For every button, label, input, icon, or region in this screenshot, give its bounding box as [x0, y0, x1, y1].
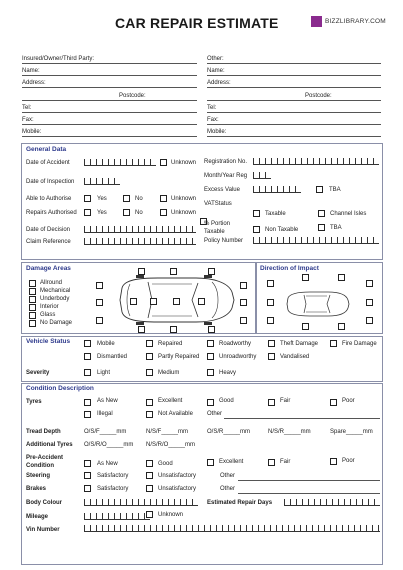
date-of-inspection-field[interactable] [84, 178, 120, 185]
tread-nsr-label: N/S/R_____mm [268, 429, 311, 435]
pre-accident-label: Pre-Accident [26, 455, 64, 461]
tyres-not-available-checkbox[interactable] [146, 411, 153, 418]
damage-mechanical-label: Mechanical [40, 288, 71, 294]
tyres-other-label: Other [207, 411, 223, 417]
severity-light-label: Light [97, 370, 111, 376]
area-left-checkbox[interactable] [96, 299, 103, 306]
date-of-inspection-label: Date of Inspection [26, 179, 75, 185]
vehicle-status-heading: Vehicle Status [26, 338, 71, 345]
tyres-fair-label: Fair [280, 398, 291, 404]
mileage-unknown-checkbox[interactable] [146, 511, 153, 518]
area-center-4-checkbox[interactable] [198, 298, 205, 305]
repairs-authorised-label: Repairs Authorised [26, 210, 77, 216]
pre-poor-label: Poor [342, 458, 355, 464]
impact-right-checkbox[interactable] [366, 299, 373, 306]
body-colour-label: Body Colour [26, 500, 62, 506]
vin-number-label: Vin Number [26, 527, 60, 533]
damage-allround-label: Allround [40, 280, 63, 286]
claim-reference-field[interactable] [84, 238, 196, 245]
area-bottom-3-checkbox[interactable] [208, 326, 215, 333]
repairs-no-checkbox[interactable] [123, 209, 130, 216]
damage-underbody-label: Underbody [40, 296, 70, 302]
mileage-field[interactable] [84, 513, 150, 520]
vat-status-label: VATStatus [204, 201, 232, 207]
status-partly-repaired-label: Partly Repaired [158, 354, 200, 360]
brakes-unsatisfactory-label: Unsatisfactory [158, 486, 197, 492]
excess-value-label: Excess Value [204, 187, 240, 193]
tyres-excellent-label: Excellent [158, 398, 183, 404]
repairs-yes-checkbox[interactable] [84, 209, 91, 216]
month-year-reg-field[interactable] [253, 172, 271, 179]
fax-line[interactable] [22, 124, 197, 125]
estimated-repair-days-label: Estimated Repair Days [207, 500, 273, 506]
vat-channel-isles-label: Channel Isles [330, 211, 367, 217]
tel-label: Tel: [22, 105, 32, 111]
other-fax-label: Fax: [207, 117, 219, 123]
excess-value-field[interactable] [253, 186, 301, 193]
damage-interior-checkbox[interactable] [29, 304, 36, 311]
additional-nsrio-label: N/S/R/O_____mm [146, 442, 196, 448]
policy-number-field[interactable] [253, 237, 379, 244]
damage-no-damage-checkbox[interactable] [29, 320, 36, 327]
policy-number-label: Policy Number [204, 238, 244, 244]
mileage-label: Mileage [26, 514, 49, 520]
able-yes-checkbox[interactable] [84, 195, 91, 202]
other-mobile-line[interactable] [207, 136, 381, 137]
area-center-1-checkbox[interactable] [130, 298, 137, 305]
vat-taxable-checkbox[interactable] [253, 210, 260, 217]
other-name-label: Name: [207, 68, 225, 74]
vat-portion-taxable-label: Taxable [204, 229, 225, 235]
other-label: Other: [207, 56, 224, 62]
other-address-line[interactable] [207, 87, 381, 88]
vat-non-taxable-checkbox[interactable] [253, 226, 260, 233]
mobile-label: Mobile: [22, 129, 42, 135]
impact-left-checkbox[interactable] [267, 299, 274, 306]
brakes-satisfactory-checkbox[interactable] [84, 485, 91, 492]
postcode-line[interactable] [22, 100, 197, 101]
pre-excellent-label: Excellent [219, 459, 244, 465]
able-unknown-checkbox[interactable] [160, 195, 167, 202]
steering-satisfactory-label: Satisfactory [97, 473, 129, 479]
severity-heavy-checkbox[interactable] [207, 369, 214, 376]
other-tel-label: Tel: [207, 105, 217, 111]
excess-tba-label: TBA [329, 187, 341, 193]
damage-no-damage-label: No Damage [40, 320, 73, 326]
other-tel-line[interactable] [207, 112, 381, 113]
status-theft-damage-label: Theft Damage [280, 341, 319, 347]
vat-channel-isles-checkbox[interactable] [318, 210, 325, 217]
status-unroadworthy-checkbox[interactable] [207, 353, 214, 360]
general-data-heading: General Data [26, 146, 67, 153]
able-no-checkbox[interactable] [123, 195, 130, 202]
status-unroadworthy-label: Unroadworthy [219, 354, 257, 360]
pre-poor-checkbox[interactable] [330, 458, 337, 465]
address-label: Address: [22, 80, 46, 86]
steering-other-label: Other [220, 473, 236, 479]
severity-light-checkbox[interactable] [84, 369, 91, 376]
additional-tyres-label: Additional Tyres [26, 442, 73, 448]
damage-allround-checkbox[interactable] [29, 280, 36, 287]
name-label: Name: [22, 68, 40, 74]
registration-no-field[interactable] [253, 158, 379, 165]
impact-rear-left-checkbox[interactable] [267, 317, 274, 324]
steering-unsatisfactory-checkbox[interactable] [146, 472, 153, 479]
impact-car-icon [282, 290, 352, 318]
damage-interior-label: Interior [40, 304, 59, 310]
area-rear-left-checkbox[interactable] [96, 317, 103, 324]
address-line[interactable] [22, 87, 197, 88]
tread-nsf-label: N/S/F_____mm [146, 429, 189, 435]
accident-unknown-label: Unknown [171, 160, 197, 166]
tyres-poor-label: Poor [342, 398, 355, 404]
pre-as-new-label: As New [97, 461, 118, 467]
status-theft-damage-checkbox[interactable] [268, 340, 275, 347]
brand-name: BIZZLIBRARY.COM [325, 18, 386, 25]
condition-heading: Condition Description [26, 385, 94, 392]
status-roadworthy-checkbox[interactable] [207, 340, 214, 347]
status-vandalised-checkbox[interactable] [268, 353, 275, 360]
status-partly-repaired-checkbox[interactable] [146, 353, 153, 360]
pre-fair-label: Fair [280, 459, 291, 465]
insured-line[interactable] [22, 63, 197, 64]
vat-taxable-label: Taxable [265, 211, 286, 217]
other-name-line[interactable] [207, 75, 381, 76]
area-top-3-checkbox[interactable] [208, 268, 215, 275]
mileage-unknown-label: Unknown [158, 512, 184, 518]
pre-accident-condition-label: Condition [26, 463, 54, 469]
other-postcode-line[interactable] [207, 100, 381, 101]
date-of-decision-field[interactable] [84, 226, 196, 233]
area-right-checkbox[interactable] [240, 299, 247, 306]
vin-number-field[interactable] [84, 525, 380, 532]
tread-depth-label: Tread Depth [26, 429, 61, 435]
other-postcode-label: Postcode: [305, 93, 332, 99]
severity-medium-label: Medium [158, 370, 180, 376]
damage-underbody-checkbox[interactable] [29, 296, 36, 303]
status-fire-damage-label: Fire Damage [342, 341, 377, 347]
month-year-reg-label: Month/Year Reg [204, 173, 248, 179]
mobile-line[interactable] [22, 136, 197, 137]
status-repaired-label: Repaired [158, 341, 183, 347]
repairs-no-label: No [135, 210, 143, 216]
tread-osr-label: O/S/R_____mm [207, 429, 251, 435]
vat-non-taxable-label: Non Taxable [265, 227, 299, 233]
tyres-as-new-checkbox[interactable] [84, 399, 91, 406]
other-fax-line[interactable] [207, 124, 381, 125]
severity-medium-checkbox[interactable] [146, 369, 153, 376]
able-unknown-label: Unknown [171, 196, 197, 202]
name-line[interactable] [22, 75, 197, 76]
tyres-excellent-checkbox[interactable] [146, 399, 153, 406]
status-dismantled-label: Dismantled [97, 354, 128, 360]
fax-label: Fax: [22, 117, 34, 123]
tread-spare-label: Spare_____mm [330, 429, 373, 435]
excess-tba-checkbox[interactable] [316, 186, 323, 193]
tyres-good-checkbox[interactable] [207, 399, 214, 406]
tyres-as-new-label: As New [97, 398, 118, 404]
brakes-other-label: Other [220, 486, 236, 492]
steering-label: Steering [26, 473, 51, 479]
pre-good-label: Good [158, 461, 173, 467]
area-center-3-checkbox[interactable] [173, 298, 180, 305]
impact-top-left-checkbox[interactable] [302, 274, 309, 281]
brakes-label: Brakes [26, 486, 47, 492]
tyres-fair-checkbox[interactable] [268, 399, 275, 406]
registration-no-label: Registration No. [204, 159, 248, 165]
steering-unsatisfactory-label: Unsatisfactory [158, 473, 197, 479]
able-yes-label: Yes [97, 196, 107, 202]
page-title: CAR REPAIR ESTIMATE [115, 15, 279, 31]
impact-top-right-checkbox[interactable] [338, 274, 345, 281]
damage-glass-checkbox[interactable] [29, 312, 36, 319]
able-no-label: No [135, 196, 143, 202]
area-top-1-checkbox[interactable] [138, 268, 145, 275]
area-center-2-checkbox[interactable] [150, 298, 157, 305]
pre-excellent-checkbox[interactable] [207, 459, 214, 466]
brand-logo-icon [311, 16, 322, 27]
brakes-unsatisfactory-checkbox[interactable] [146, 485, 153, 492]
brakes-other-line[interactable] [238, 493, 380, 494]
vat-portion-label: % Portion [204, 221, 231, 227]
impact-bottom-right-checkbox[interactable] [338, 323, 345, 330]
insured-label: Insured/Owner/Third Party: [22, 56, 95, 62]
accident-unknown-checkbox[interactable] [160, 159, 167, 166]
tread-osf-label: O/S/F_____mm [84, 429, 127, 435]
tyres-poor-checkbox[interactable] [330, 399, 337, 406]
area-front-right-checkbox[interactable] [240, 282, 247, 289]
status-roadworthy-label: Roadworthy [219, 341, 252, 347]
repairs-unknown-checkbox[interactable] [160, 209, 167, 216]
impact-rear-right-checkbox[interactable] [366, 317, 373, 324]
steering-satisfactory-checkbox[interactable] [84, 472, 91, 479]
additional-osrio-label: O/S/R/O_____mm [84, 442, 134, 448]
vehicle-status-section [21, 336, 383, 382]
brakes-satisfactory-label: Satisfactory [97, 486, 129, 492]
other-address-label: Address: [207, 80, 231, 86]
area-top-2-checkbox[interactable] [170, 268, 177, 275]
tyres-label: Tyres [26, 399, 42, 405]
status-repaired-checkbox[interactable] [146, 340, 153, 347]
impact-bottom-left-checkbox[interactable] [302, 323, 309, 330]
repairs-unknown-label: Unknown [171, 210, 197, 216]
able-to-authorise-label: Able to Authorise [26, 196, 72, 202]
tyres-not-available-label: Not Available [158, 411, 193, 417]
area-front-left-checkbox[interactable] [96, 282, 103, 289]
body-colour-field[interactable] [84, 499, 198, 506]
status-fire-damage-checkbox[interactable] [330, 340, 337, 347]
claim-reference-label: Claim Reference [26, 239, 71, 245]
condition-section [21, 383, 383, 565]
direction-of-impact-heading: Direction of Impact [260, 265, 319, 272]
area-bottom-1-checkbox[interactable] [138, 326, 145, 333]
tyres-other-line[interactable] [224, 418, 380, 419]
other-line[interactable] [207, 63, 381, 64]
impact-front-right-checkbox[interactable] [366, 280, 373, 287]
steering-other-line[interactable] [238, 480, 380, 481]
area-bottom-2-checkbox[interactable] [170, 326, 177, 333]
repairs-yes-label: Yes [97, 210, 107, 216]
damage-glass-label: Glass [40, 312, 56, 318]
postcode-label: Postcode: [119, 93, 146, 99]
tyres-illegal-checkbox[interactable] [84, 411, 91, 418]
impact-front-left-checkbox[interactable] [267, 280, 274, 287]
tyres-good-label: Good [219, 398, 234, 404]
damage-mechanical-checkbox[interactable] [29, 288, 36, 295]
status-mobile-checkbox[interactable] [84, 340, 91, 347]
status-dismantled-checkbox[interactable] [84, 353, 91, 360]
other-mobile-label: Mobile: [207, 129, 227, 135]
status-mobile-label: Mobile [97, 341, 115, 347]
pre-as-new-checkbox[interactable] [84, 460, 91, 467]
vat-tba-label: TBA [330, 225, 342, 231]
tel-line[interactable] [22, 112, 197, 113]
pre-fair-checkbox[interactable] [268, 459, 275, 466]
area-rear-right-checkbox[interactable] [240, 317, 247, 324]
tyres-illegal-label: Illegal [97, 411, 113, 417]
date-of-decision-label: Date of Decision [26, 227, 71, 233]
vat-tba-checkbox[interactable] [318, 224, 325, 231]
damage-areas-heading: Damage Areas [26, 265, 71, 272]
date-of-accident-field[interactable] [84, 159, 156, 166]
pre-good-checkbox[interactable] [146, 460, 153, 467]
date-of-accident-label: Date of Accident [26, 160, 70, 166]
severity-label: Severity [26, 370, 50, 376]
estimated-repair-days-field[interactable] [284, 499, 380, 506]
severity-heavy-label: Heavy [219, 370, 237, 376]
status-vandalised-label: Vandalised [280, 354, 310, 360]
